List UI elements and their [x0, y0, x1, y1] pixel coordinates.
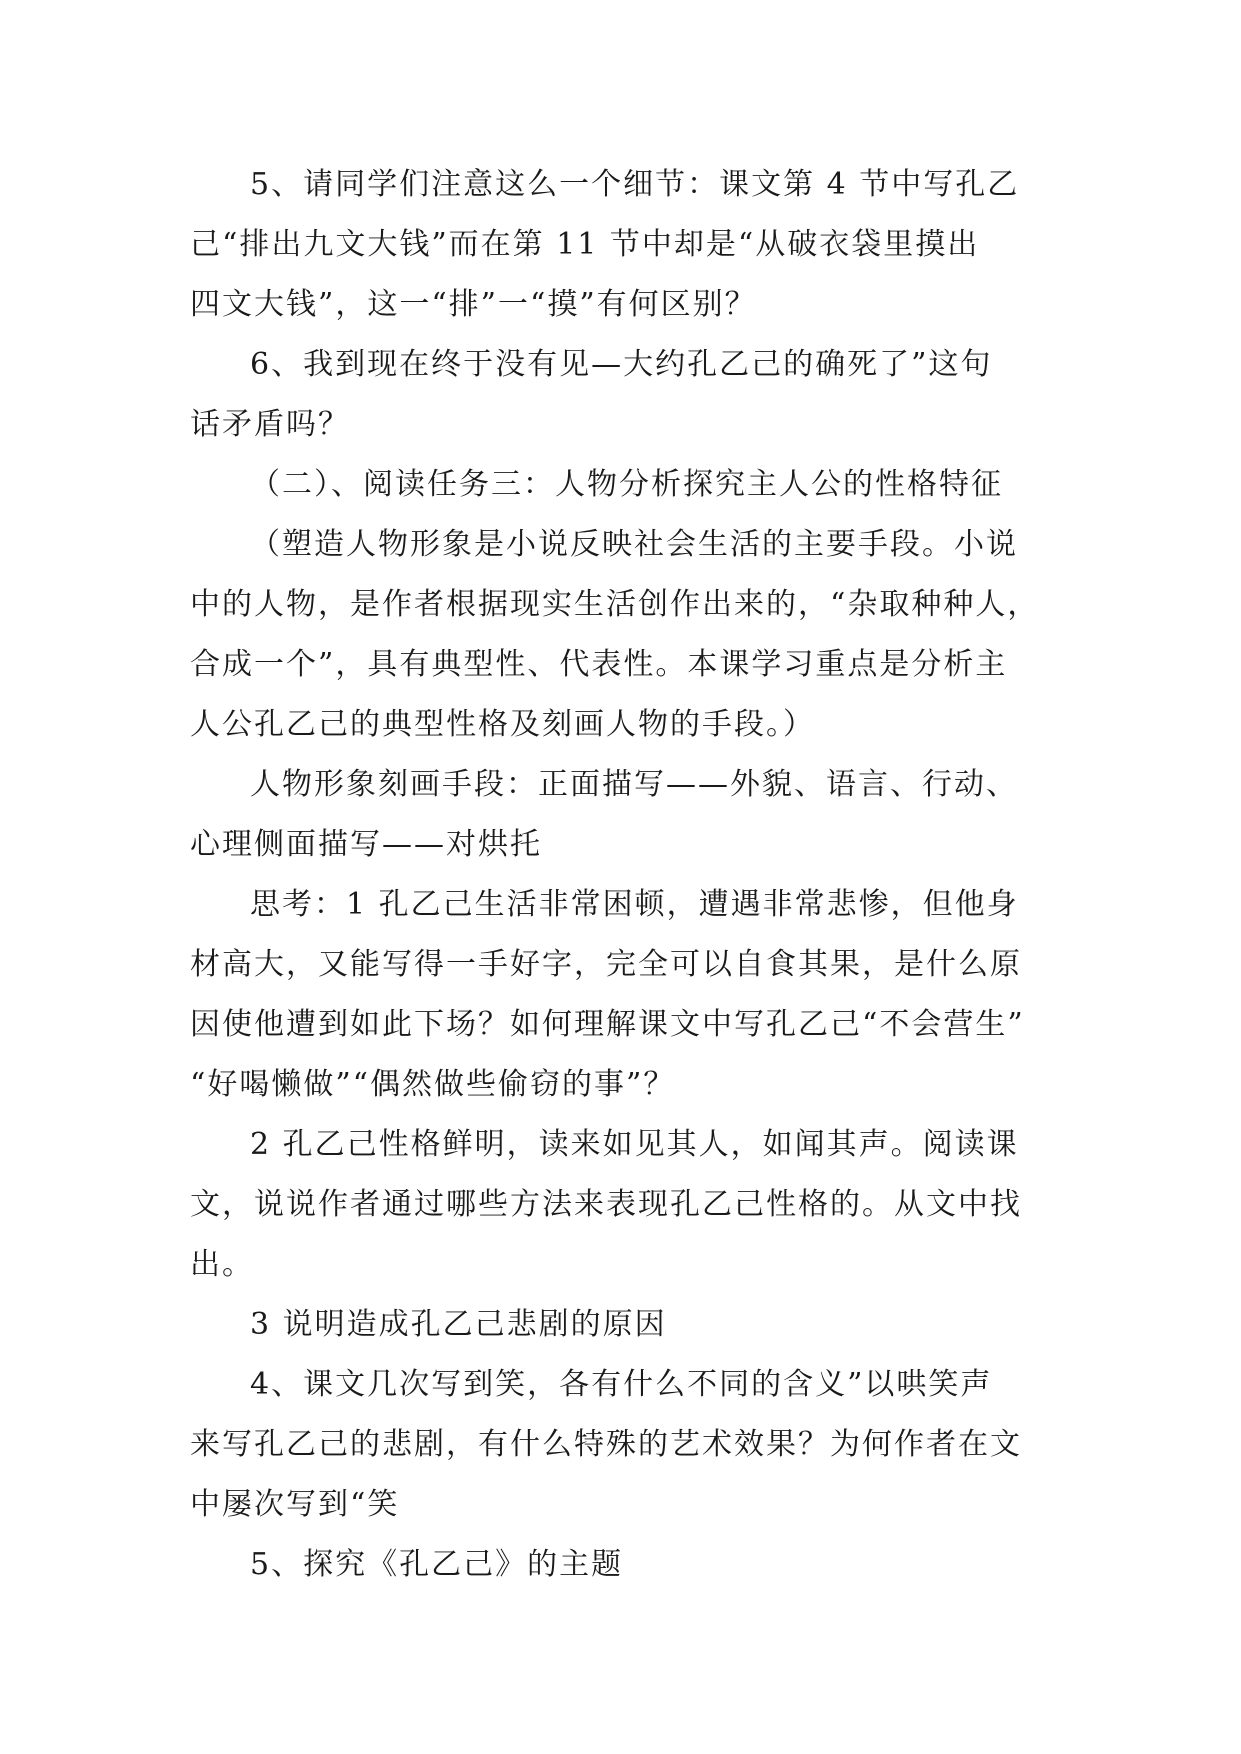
paragraph-think4-line-2: 来写孔乙己的悲剧，有什么特殊的艺术效果？为何作者在文 — [190, 1427, 1022, 1462]
paragraph-methods-line-1: 人物形象刻画手段：正面描写——外貌、语言、行动、 — [250, 767, 1018, 802]
paragraph-think1-line-4: “好喝懒做”“偶然做些偷窃的事”？ — [190, 1067, 676, 1102]
paragraph-think2-line-3: 出。 — [190, 1247, 254, 1282]
paragraph-intro-line-3: 合成一个”，具有典型性、代表性。本课学习重点是分析主 — [190, 647, 1008, 682]
paragraph-q5-line-3: 四文大钱”，这一“排”一“摸”有何区别？ — [190, 287, 757, 322]
paragraph-q6-line-2: 话矛盾吗？ — [190, 407, 350, 442]
paragraph-intro-line-1: （塑造人物形象是小说反映社会生活的主要手段。小说 — [250, 527, 1018, 562]
paragraph-q6-line-1: 6、我到现在终于没有见—大约孔乙己的确死了”这句 — [250, 347, 993, 382]
paragraph-think1-line-2: 材高大，又能写得一手好字，完全可以自食其果，是什么原 — [190, 947, 1022, 982]
paragraph-methods-line-2: 心理侧面描写——对烘托 — [190, 827, 542, 862]
paragraph-think5: 5、探究《孔乙己》的主题 — [250, 1547, 624, 1582]
paragraph-think2-line-2: 文，说说作者通过哪些方法来表现孔乙己性格的。从文中找 — [190, 1187, 1022, 1222]
paragraph-think4-line-3: 中屡次写到“笑 — [190, 1487, 400, 1522]
paragraph-think2-line-1: 2 孔乙己性格鲜明，读来如见其人，如闻其声。阅读课 — [250, 1127, 1019, 1162]
paragraph-intro-line-2: 中的人物，是作者根据现实生活创作出来的，“杂取种种人， — [190, 587, 1040, 622]
paragraph-think1-line-1: 思考：1 孔乙己生活非常困顿，遭遇非常悲惨，但他身 — [250, 887, 1019, 922]
paragraph-q5-line-1: 5、请同学们注意这么一个细节：课文第 4 节中写孔乙 — [250, 167, 1020, 202]
paragraph-think3: 3 说明造成孔乙己悲剧的原因 — [250, 1307, 667, 1342]
paragraph-intro-line-4: 人公孔乙己的典型性格及刻画人物的手段。） — [190, 707, 815, 742]
section-heading-task3: （二）、阅读任务三：人物分析探究主人公的性格特征 — [250, 467, 1003, 502]
paragraph-think4-line-1: 4、课文几次写到笑，各有什么不同的含义”以哄笑声 — [250, 1367, 993, 1402]
paragraph-think1-line-3: 因使他遭到如此下场？如何理解课文中写孔乙己“不会营生” — [190, 1007, 1025, 1042]
paragraph-q5-line-2: 己“排出九文大钱”而在第 11 节中却是“从破衣袋里摸出 — [190, 227, 980, 262]
